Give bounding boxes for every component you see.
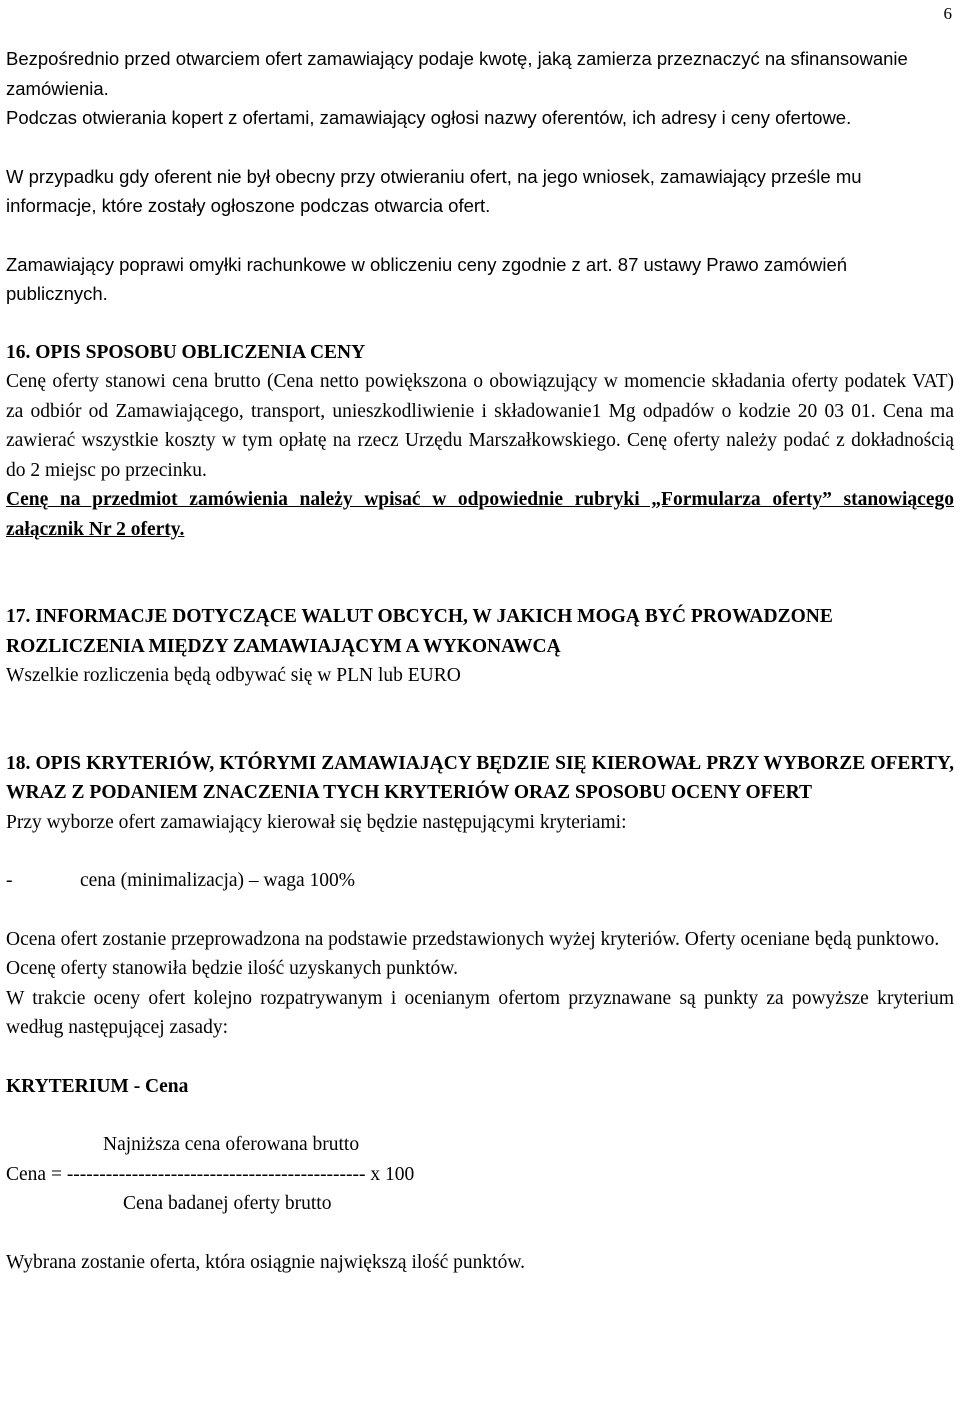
closing-sentence: Wybrana zostanie oferta, która osiągnie największą ilość punktów.	[6, 1251, 526, 1273]
list-item-text: cena (minimalizacja) – waga 100%	[80, 870, 356, 891]
criteria-list-item	[6, 866, 954, 896]
section-16-text: Cenę oferty stanowi cena brutto (Cena netto powiększona o obowiązujący w momencie składania oferty podatek VAT) za odbiór od Zamawiającego, transport, unieszkodliwienie i składowanie1 Mg odpadów o kodzie 20 03 01. Cena ma zawierać wszystkie koszty w tym opłatę na rzecz Urzędu Marszałkowskiego. Cenę oferty należy podać z dokładnością do 2 miejsc po przecinku.	[6, 371, 954, 481]
section-16-heading: 16. OPIS SPOSOBU OBLICZENIA CENY	[6, 341, 366, 363]
criterion-heading: KRYTERIUM - Cena	[6, 1075, 189, 1097]
formula-line: Cena = ---------------------------------------------- x 100	[6, 1163, 415, 1185]
section-17-heading: 17. INFORMACJE DOTYCZĄCE WALUT OBCYCH, W JAKICH MOGĄ BYĆ PROWADZONE ROZLICZENIA MIĘDZY ZAMAWIAJĄCYM A WYKONAWCĄ	[6, 606, 833, 657]
paragraph-opening: Podczas otwierania kopert z ofertami, zamawiający ogłosi nazwy oferentów, ich adresy i ceny ofertowe.	[6, 107, 852, 128]
section-17-text: Wszelkie rozliczenia będą odbywać się w PLN lub EURO	[6, 665, 461, 686]
paragraph-errors: Zamawiający poprawi omyłki rachunkowe w obliczeniu ceny zgodnie z art. 87 ustawy Prawo zamówień publicznych.	[6, 253, 848, 304]
section-18-intro: Przy wyborze ofert zamawiający kierował się będzie następującymi kryteriami:	[6, 811, 627, 833]
formula-denominator: Cena badanej oferty brutto	[123, 1193, 332, 1214]
section-16-emphasis: Cenę na przedmiot zamówienia należy wpisać w odpowiednie rubryki „Formularza oferty” stanowiącego załącznik Nr 2 oferty.	[6, 489, 954, 540]
paragraph-absent-bidder: W przypadku gdy oferent nie był obecny przy otwieraniu ofert, na jego wniosek, zamawiający prześle mu informacje, które zostały ogłoszone podczas otwarcia ofert.	[6, 165, 862, 216]
formula-numerator: Najniższa cena oferowana brutto	[103, 1134, 360, 1155]
paragraph-budget: Bezpośrednio przed otwarciem ofert zamawiający podaje kwotę, jaką zamierza przeznaczyć na sfinansowanie zamówienia.	[6, 48, 908, 99]
section-18-paragraph-2: Ocenę oferty stanowiła będzie ilość uzyskanych punktów.	[6, 958, 458, 979]
section-18-paragraph-1: Ocena ofert zostanie przeprowadzona na podstawie przedstawionych wyżej kryteriów. Oferty oceniane będą punktowo.	[6, 928, 940, 950]
document-page	[6, 44, 954, 1277]
list-dash: -	[6, 870, 13, 891]
page-number: 6	[943, 4, 952, 23]
section-18-heading: 18. OPIS KRYTERIÓW, KTÓRYMI ZAMAWIAJĄCY BĘDZIE SIĘ KIEROWAŁ PRZY WYBORZE OFERTY, WRAZ Z PODANIEM ZNACZENIA TYCH KRYTERIÓW ORAZ SPOSOBU OCENY OFERT	[6, 752, 954, 803]
section-18-paragraph-3: W trakcie oceny ofert kolejno rozpatrywanym i ocenianym ofertom przyznawane są punkty za powyższe kryterium według następującej zasady:	[6, 987, 954, 1038]
